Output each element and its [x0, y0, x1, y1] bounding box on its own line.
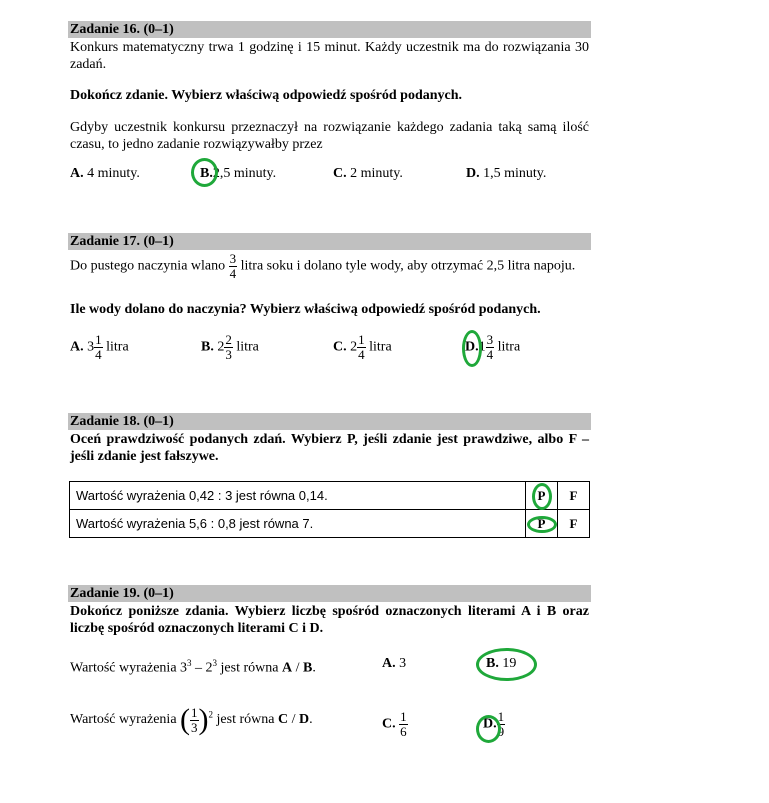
answer-mark-circle — [462, 330, 482, 367]
task19-option-a[interactable]: A. 3 — [382, 656, 407, 671]
task16-instruction: Dokończ zdanie. Wybierz właściwą odpowiedź spośród podanych. — [70, 88, 463, 103]
false-option[interactable]: F — [558, 482, 590, 510]
task19-option-d[interactable]: D. $\frac{1}{9}$ — [483, 709, 505, 739]
task19-option-c[interactable]: C. $\frac{1}{6}$ — [382, 709, 407, 739]
answer-mark-circle — [191, 158, 218, 187]
statement-cell: Wartość wyrażenia 5,6 : 0,8 jest równa 7. — [70, 510, 526, 538]
task19-header: Zadanie 19. (0–1) — [68, 585, 591, 602]
true-option[interactable]: P — [526, 510, 558, 538]
task17-option-d[interactable]: D.1 $\frac{3}{4}$ litra — [465, 332, 521, 362]
fraction: $\frac{3}{4}$ — [229, 251, 237, 281]
true-option[interactable]: P — [526, 482, 558, 510]
answer-mark-circle — [476, 715, 501, 743]
task16-option-a[interactable]: A. 4 minuty. — [70, 166, 140, 181]
task17-header: Zadanie 17. (0–1) — [68, 233, 591, 250]
task16-question: Gdyby uczestnik konkursu przeznaczył na rozwiązanie każdego zadania taką samą ilość czasu, to jedno zadanie rozwiązywałby przez — [70, 120, 589, 152]
task18-header: Zadanie 18. (0–1) — [68, 413, 591, 430]
table-row — [70, 510, 590, 538]
task19-option-b[interactable]: B. 19 — [486, 656, 517, 671]
answer-mark-circle — [476, 648, 537, 681]
answer-mark-circle — [532, 483, 552, 510]
task16-intro: Konkurs matematyczny trwa 1 godzinę i 15 minut. Każdy uczestnik ma do rozwiązania 30 zadań. — [70, 40, 589, 72]
task17-option-a[interactable]: A. 3 $\frac{1}{4}$ litra — [70, 332, 129, 362]
task19-line1: Wartość wyrażenia $3^3 - 2^3$ jest równa A / B. — [70, 658, 316, 676]
answer-mark-circle — [527, 516, 557, 533]
task17-intro: Do pustego naczynia wlano $\frac{3}{4}$ litra soku i dolano tyle wody, aby otrzymać 2,5 litra napoju. — [70, 251, 576, 281]
statement-cell: Wartość wyrażenia 0,42 : 3 jest równa 0,14. — [70, 482, 526, 510]
task16-header: Zadanie 16. (0–1) — [68, 21, 591, 38]
true-false-table — [69, 481, 590, 538]
task19-line2: Wartość wyrażenia ( $\frac{1}{3}$ )$^2$ jest równa C / D. — [70, 703, 313, 736]
task18-instruction: Oceń prawdziwość podanych zdań. Wybierz P, jeśli zdanie jest prawdziwe, albo F – jeśli zdanie jest fałszywe. — [70, 432, 589, 464]
task17-option-b[interactable]: B. 2 $\frac{2}{3}$ litra — [201, 332, 259, 362]
task16-option-b[interactable]: B.2,5 minuty. — [200, 166, 277, 181]
task19-instruction: Dokończ poniższe zdania. Wybierz liczbę spośród oznaczonych literami A i B oraz liczbę spośród oznaczonych literami C i D. — [70, 604, 589, 636]
task17-option-c[interactable]: C. 2 $\frac{1}{4}$ litra — [333, 332, 392, 362]
task17-instruction: Ile wody dolano do naczynia? Wybierz właściwą odpowiedź spośród podanych. — [70, 302, 541, 317]
task16-option-c[interactable]: C. 2 minuty. — [333, 166, 403, 181]
task16-option-d[interactable]: D. 1,5 minuty. — [466, 166, 547, 181]
table-row — [70, 482, 590, 510]
false-option[interactable]: F — [558, 510, 590, 538]
